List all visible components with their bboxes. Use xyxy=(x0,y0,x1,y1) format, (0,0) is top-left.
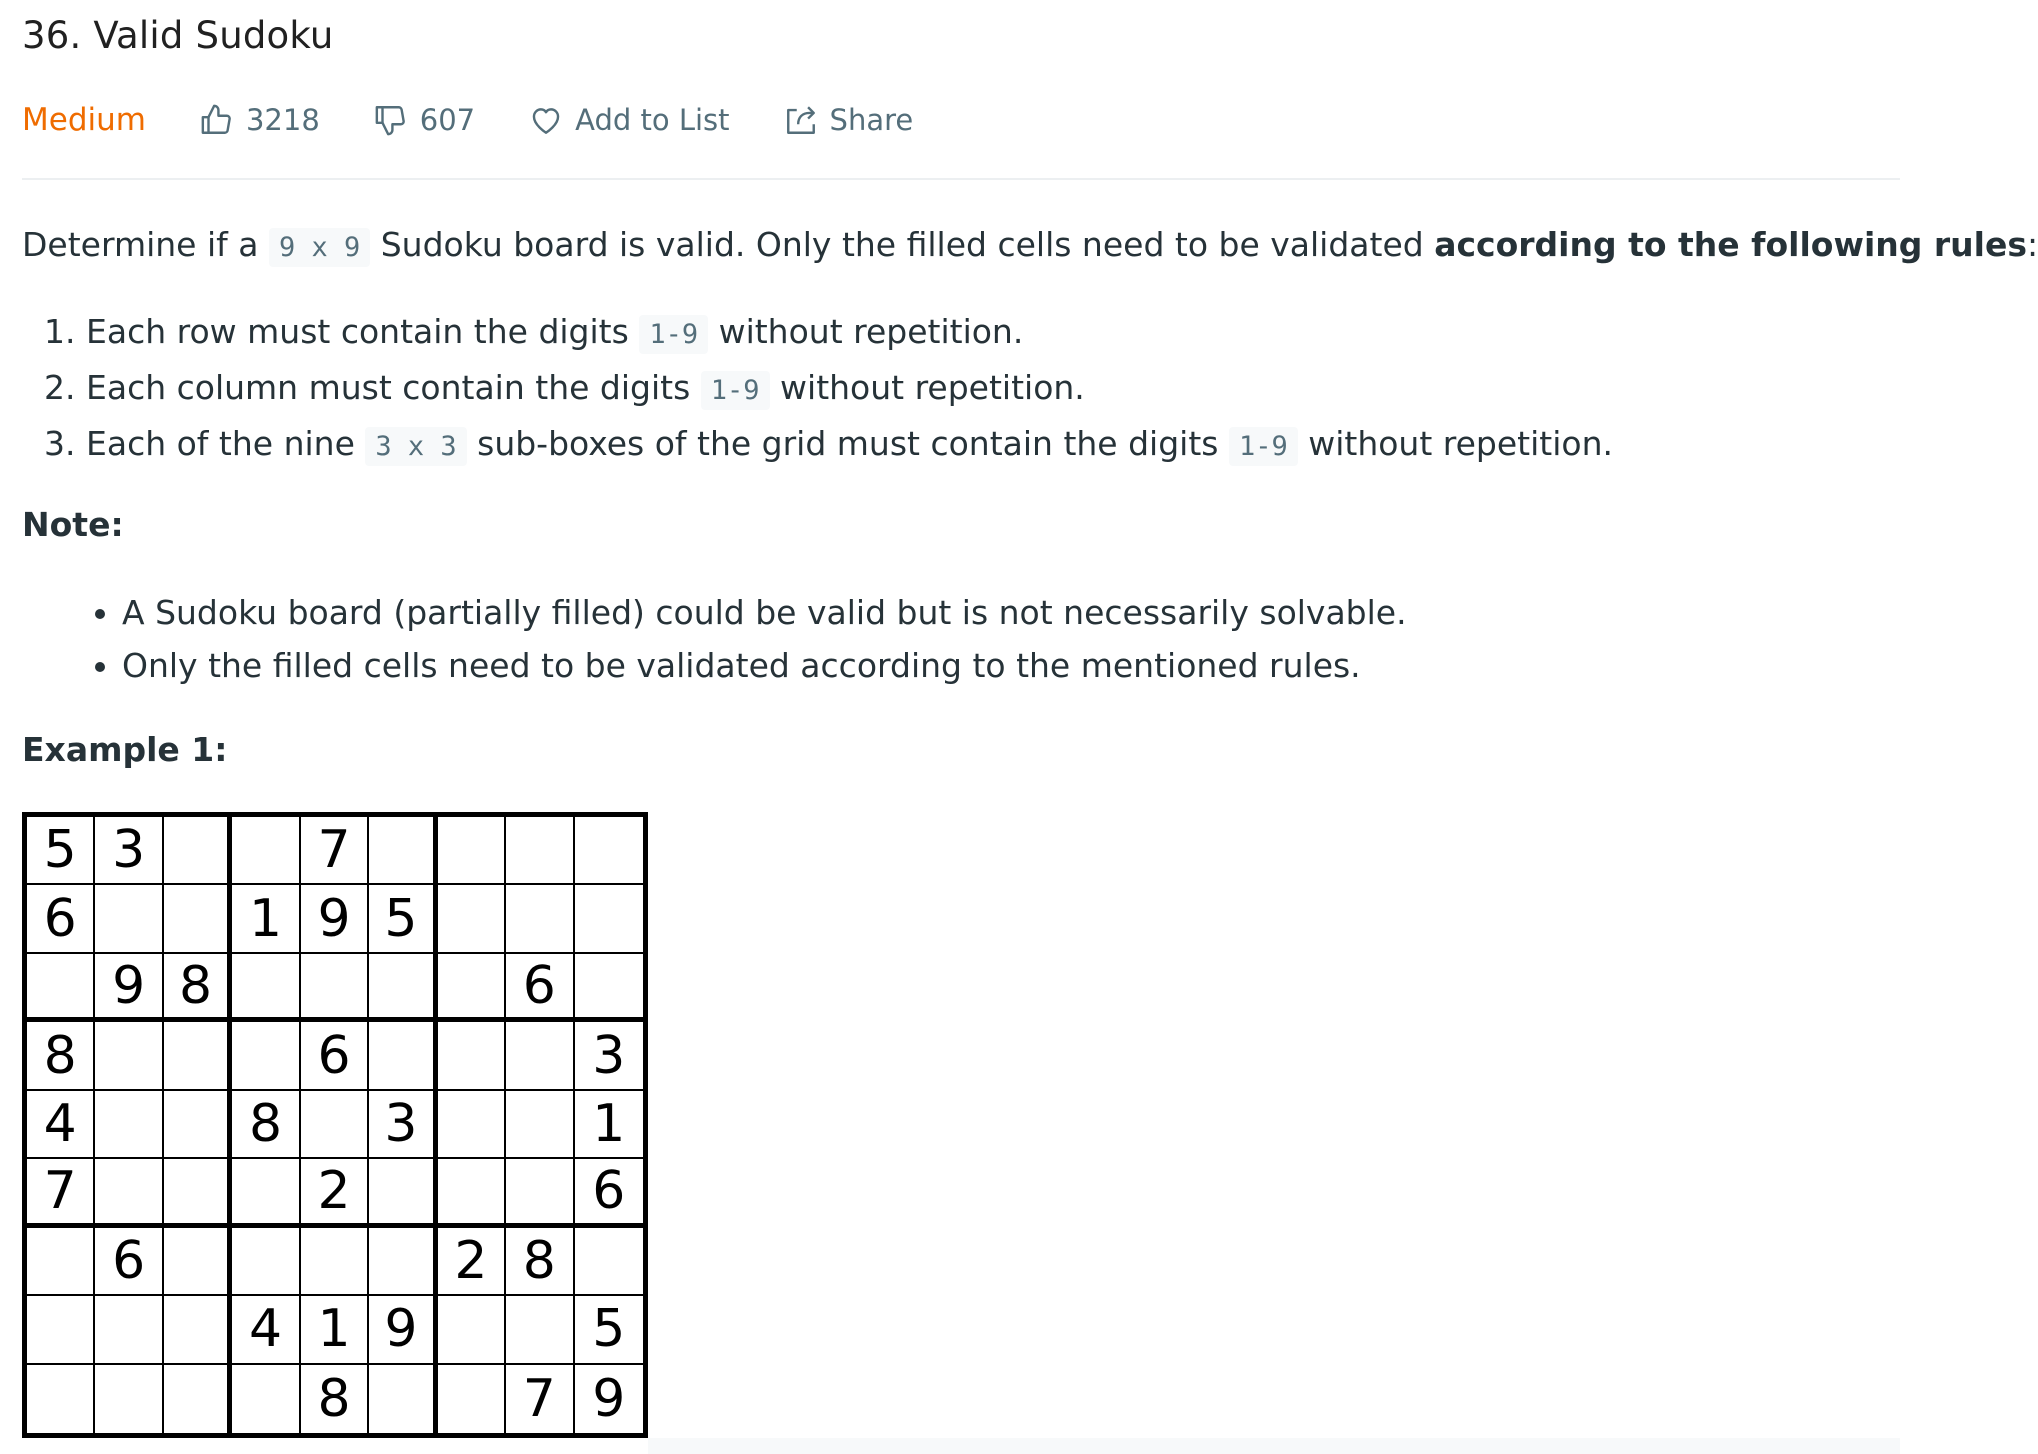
like-button[interactable] xyxy=(200,103,320,137)
sudoku-cell xyxy=(369,1022,437,1090)
sudoku-cell xyxy=(369,1159,437,1227)
sudoku-cell xyxy=(506,1022,574,1090)
rule-code: 1-9 xyxy=(1229,427,1298,466)
sudoku-cell xyxy=(164,1022,232,1090)
rule-code: 3 x 3 xyxy=(365,427,466,466)
heart-icon xyxy=(529,103,563,137)
share-label: Share xyxy=(829,103,914,137)
content-bottom-strip xyxy=(648,1438,1900,1454)
thumbs-up-icon xyxy=(200,103,234,137)
sudoku-cell: 3 xyxy=(95,817,163,885)
sudoku-cell xyxy=(232,817,300,885)
difficulty-label: Medium xyxy=(22,102,146,138)
sudoku-cell: 1 xyxy=(301,1296,369,1364)
sudoku-cell: 3 xyxy=(369,1091,437,1159)
intro-code: 9 x 9 xyxy=(269,228,370,267)
intro-prefix: Determine if a xyxy=(22,225,269,264)
sudoku-cell xyxy=(369,954,437,1022)
rule-code: 1-9 xyxy=(639,315,708,354)
sudoku-cell: 5 xyxy=(575,1296,643,1364)
rule-text: Each column must contain the digits xyxy=(86,368,701,407)
sudoku-board-image xyxy=(22,812,648,1438)
sudoku-cell xyxy=(27,1365,95,1433)
sudoku-cell xyxy=(369,1365,437,1433)
sudoku-cell xyxy=(95,1159,163,1227)
sudoku-cell: 6 xyxy=(575,1159,643,1227)
sudoku-cell: 7 xyxy=(301,817,369,885)
sudoku-cell xyxy=(438,1091,506,1159)
sudoku-cell xyxy=(232,1228,300,1296)
sudoku-cell xyxy=(95,1365,163,1433)
sudoku-cell: 8 xyxy=(164,954,232,1022)
sudoku-cell xyxy=(506,1159,574,1227)
sudoku-cell xyxy=(301,1091,369,1159)
sudoku-cell: 5 xyxy=(369,885,437,953)
sudoku-cell xyxy=(438,885,506,953)
sudoku-cell xyxy=(575,817,643,885)
sudoku-cell: 8 xyxy=(232,1091,300,1159)
sudoku-grid xyxy=(22,812,648,1438)
sudoku-cell xyxy=(164,885,232,953)
sudoku-cell xyxy=(506,1296,574,1364)
rules-list xyxy=(22,305,1613,473)
sudoku-cell xyxy=(301,1228,369,1296)
problem-description xyxy=(22,220,2038,273)
sudoku-cell: 3 xyxy=(575,1022,643,1090)
rule-text: Each of the nine xyxy=(86,424,366,463)
sudoku-cell xyxy=(369,1228,437,1296)
sudoku-cell: 2 xyxy=(301,1159,369,1227)
rule-item xyxy=(86,305,1613,361)
share-icon xyxy=(784,103,818,137)
problem-meta-bar xyxy=(22,96,967,144)
rule-text: Each row must contain the digits xyxy=(86,312,640,351)
intro-middle: Sudoku board is valid. Only the filled cells need to be validated xyxy=(370,225,1435,264)
sudoku-cell xyxy=(95,1296,163,1364)
thumbs-down-icon xyxy=(374,103,408,137)
sudoku-cell xyxy=(506,817,574,885)
add-to-list-button[interactable] xyxy=(529,103,729,137)
sudoku-cell: 1 xyxy=(232,885,300,953)
sudoku-cell: 6 xyxy=(506,954,574,1022)
sudoku-cell xyxy=(575,954,643,1022)
rule-text: without repetition. xyxy=(1297,424,1613,463)
sudoku-cell xyxy=(164,1159,232,1227)
sudoku-cell xyxy=(438,1022,506,1090)
sudoku-cell xyxy=(164,1228,232,1296)
sudoku-cell xyxy=(164,1091,232,1159)
sudoku-cell: 1 xyxy=(575,1091,643,1159)
sudoku-cell: 6 xyxy=(27,885,95,953)
example-heading: Example 1: xyxy=(22,730,228,769)
sudoku-cell: 5 xyxy=(27,817,95,885)
sudoku-cell xyxy=(95,1091,163,1159)
sudoku-cell: 9 xyxy=(95,954,163,1022)
sudoku-cell: 8 xyxy=(27,1022,95,1090)
sudoku-cell xyxy=(232,1159,300,1227)
sudoku-cell xyxy=(575,1228,643,1296)
note-item: • Only the filled cells need to be validated according to the mentioned rules. xyxy=(122,639,1407,692)
sudoku-cell xyxy=(438,1365,506,1433)
sudoku-cell: 9 xyxy=(592,1368,626,1429)
sudoku-cell xyxy=(438,954,506,1022)
sudoku-cell: 9 xyxy=(301,885,369,953)
note-item: • A Sudoku board (partially filled) could be valid but is not necessarily solvable. xyxy=(122,586,1407,639)
sudoku-cell: 4 xyxy=(232,1296,300,1364)
intro-suffix: : xyxy=(2026,225,2038,264)
sudoku-cell xyxy=(438,1296,506,1364)
intro-bold: according to the following rules xyxy=(1434,225,2027,264)
sudoku-cell xyxy=(95,885,163,953)
sudoku-cell xyxy=(575,885,643,953)
rule-code: 1-9 xyxy=(701,371,770,410)
rule-text: without repetition. xyxy=(769,368,1085,407)
rule-item xyxy=(86,361,1613,417)
sudoku-cell xyxy=(27,1296,95,1364)
sudoku-cell xyxy=(232,1022,300,1090)
sudoku-cell: 7 xyxy=(506,1365,574,1433)
notes-list xyxy=(22,586,1407,692)
dislike-count: 607 xyxy=(419,103,476,137)
note-heading: Note: xyxy=(22,505,124,544)
sudoku-cell xyxy=(369,817,437,885)
sudoku-cell: 6 xyxy=(95,1228,163,1296)
sudoku-cell: 8 xyxy=(301,1365,369,1433)
sudoku-cell xyxy=(438,1159,506,1227)
sudoku-cell: 8 xyxy=(506,1228,574,1296)
dislike-button[interactable] xyxy=(374,103,475,137)
like-count: 3218 xyxy=(245,103,320,137)
sudoku-cell xyxy=(232,1365,300,1433)
sudoku-cell xyxy=(506,885,574,953)
sudoku-cell xyxy=(27,954,95,1022)
sudoku-cell xyxy=(164,1365,232,1433)
rule-item xyxy=(86,417,1613,473)
sudoku-cell xyxy=(95,1022,163,1090)
sudoku-cell: 6 xyxy=(301,1022,369,1090)
rule-text: without repetition. xyxy=(708,312,1024,351)
sudoku-cell xyxy=(232,954,300,1022)
problem-title: 36. Valid Sudoku xyxy=(22,14,334,57)
sudoku-cell xyxy=(164,1296,232,1364)
sudoku-cell xyxy=(301,954,369,1022)
share-button[interactable] xyxy=(784,103,914,137)
sudoku-cell xyxy=(506,1091,574,1159)
sudoku-cell xyxy=(164,817,232,885)
sudoku-cell: 4 xyxy=(27,1091,95,1159)
sudoku-cell: 7 xyxy=(27,1159,95,1227)
add-to-list-label: Add to List xyxy=(575,103,730,137)
header-divider xyxy=(22,178,1900,180)
sudoku-cell: 2 xyxy=(438,1228,506,1296)
sudoku-cell xyxy=(438,817,506,885)
sudoku-cell xyxy=(27,1228,95,1296)
sudoku-cell: 9 xyxy=(369,1296,437,1364)
rule-text: sub-boxes of the grid must contain the digits xyxy=(466,424,1229,463)
